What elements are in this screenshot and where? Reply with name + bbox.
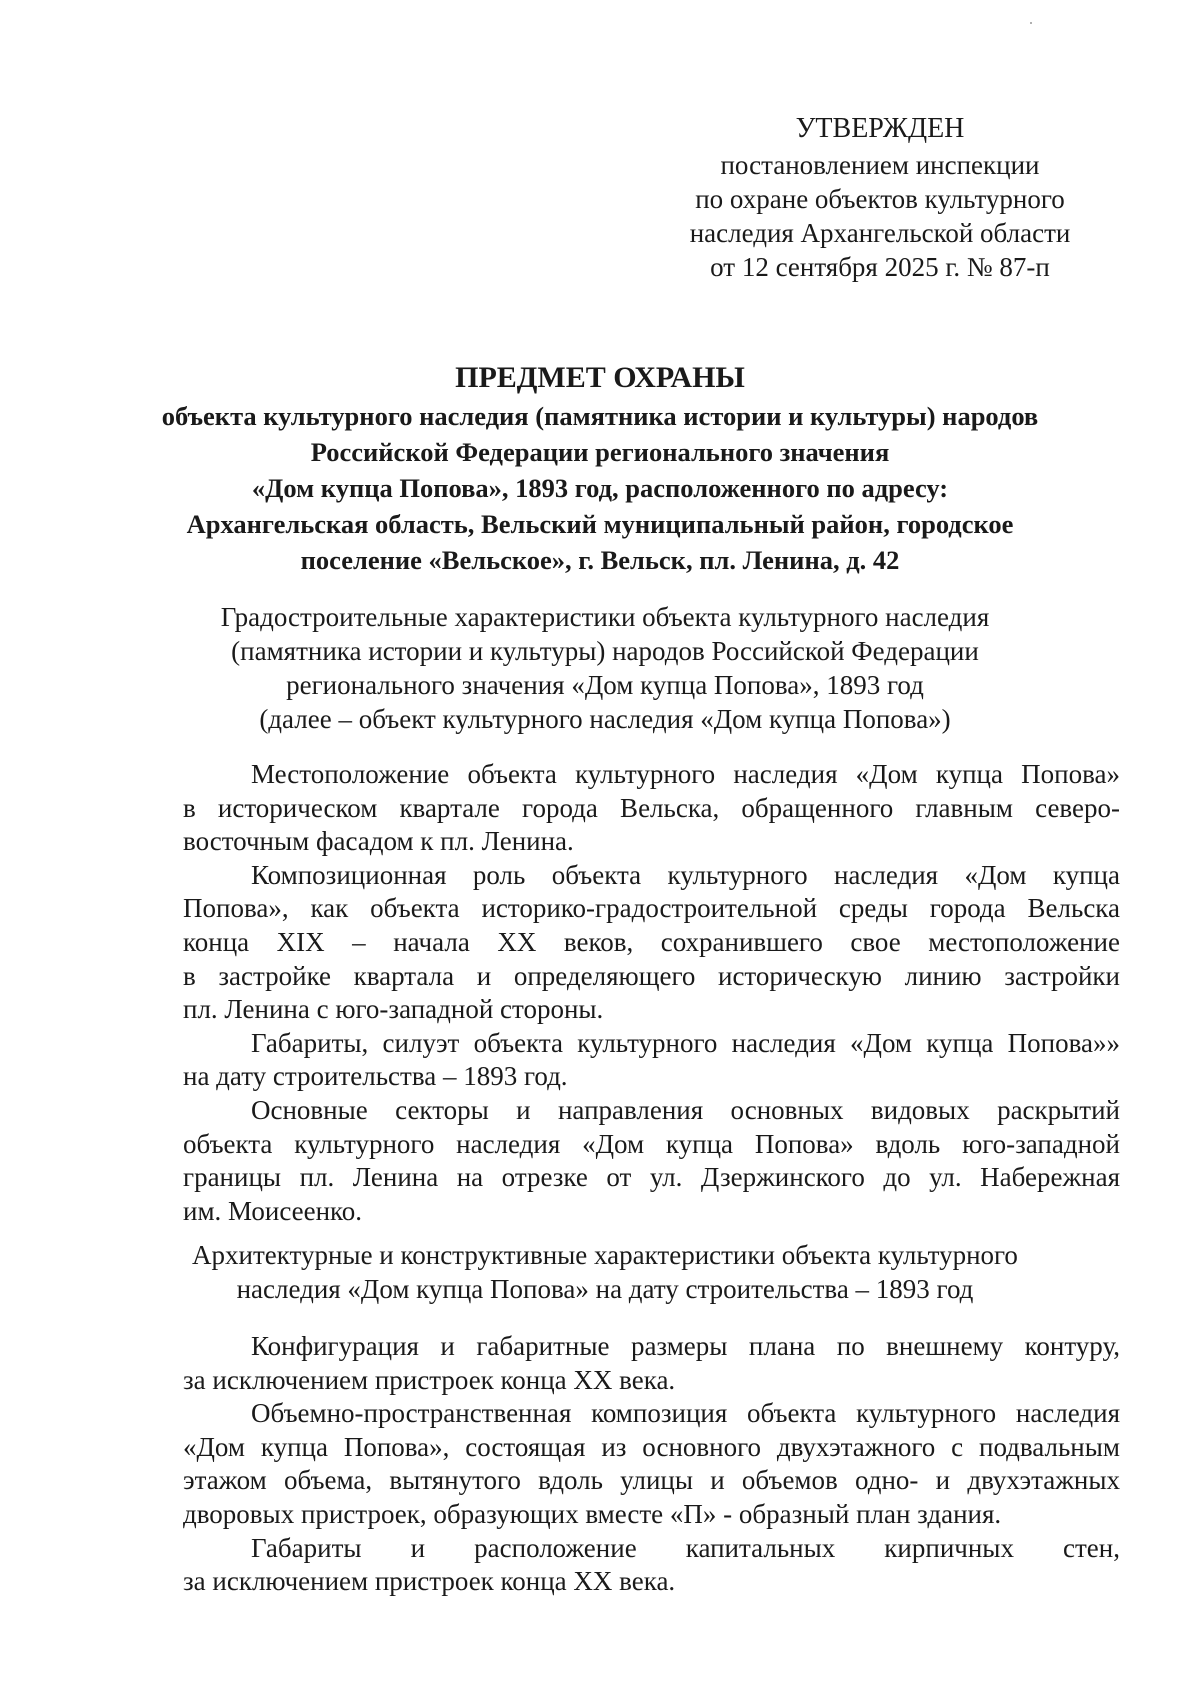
- paragraph-line: на дату строительства – 1893 год.: [183, 1061, 568, 1092]
- approval-line: наследия Архангельской области: [689, 218, 1071, 248]
- paragraph-line: дворовых пристроек, образующих вместе «П» - образный план здания.: [183, 1498, 1002, 1529]
- approval-block: [650, 112, 1110, 284]
- approval-line: от 12 сентября 2025 г. № 87-п: [710, 252, 1050, 282]
- document-heading: [150, 358, 1050, 578]
- paragraph-line: Местоположение объекта культурного наследия «Дом купца Попова»: [251, 759, 1120, 789]
- section-header-line: (памятника истории и культуры) народов Российской Федерации: [231, 636, 979, 666]
- heading-line: поселение «Вельское», г. Вельск, пл. Ленина, д. 42: [300, 545, 900, 575]
- paragraph: [183, 1397, 1120, 1531]
- paragraph-line: объекта культурного наследия «Дом купца Попова» вдоль юго-западной: [183, 1128, 1120, 1159]
- heading-line: объекта культурного наследия (памятника истории и культуры) народов: [161, 401, 1039, 431]
- paragraph-line: границы пл. Ленина на отрезке от ул. Дзержинского до ул. Набережная: [183, 1162, 1120, 1193]
- section-header-line: (далее – объект культурного наследия «Дом купца Попова»): [259, 704, 951, 734]
- paragraph: [183, 1094, 1120, 1228]
- paragraph-line: им. Моисеенко.: [183, 1195, 363, 1226]
- document-title: ПРЕДМЕТ ОХРАНЫ: [455, 361, 745, 394]
- paragraph-line: Габариты и расположение капитальных кирпичных стен,: [251, 1532, 1120, 1563]
- paragraph-line: Попова», как объекта историко-градостроительной среды города Вельска: [183, 893, 1120, 924]
- section-header-urban: [150, 600, 1060, 736]
- paragraph-line: пл. Ленина с юго-западной стороны.: [183, 994, 604, 1025]
- paragraph-line: восточным фасадом к пл. Ленина.: [183, 826, 574, 857]
- section-header-line: регионального значения «Дом купца Попова», 1893 год: [286, 670, 924, 700]
- paragraph: [183, 859, 1120, 1027]
- paragraph-line: Конфигурация и габаритные размеры плана по внешнему контуру,: [251, 1331, 1120, 1361]
- paragraph-line: за исключением пристроек конца XX века.: [183, 1364, 676, 1395]
- section-body-architecture: [183, 1330, 1120, 1599]
- paragraph: [183, 1532, 1120, 1599]
- paragraph-line: Основные секторы и направления основных видовых раскрытий: [251, 1094, 1120, 1125]
- paragraph-line: конца XIX – начала XX веков, сохранившего свое местоположение: [183, 926, 1120, 957]
- approval-title: УТВЕРЖДЕН: [795, 113, 965, 144]
- section-body-urban: [183, 758, 1120, 1228]
- scan-mark: [1030, 22, 1032, 24]
- section-header-architecture: [150, 1238, 1060, 1306]
- paragraph: [183, 1027, 1120, 1094]
- paragraph-line: Габариты, силуэт объекта культурного наследия «Дом купца Попова»»: [251, 1027, 1120, 1058]
- section-header-line: Архитектурные и конструктивные характеристики объекта культурного: [192, 1240, 1018, 1270]
- paragraph-line: Объемно-пространственная композиция объекта культурного наследия: [251, 1398, 1120, 1429]
- heading-line: «Дом купца Попова», 1893 год, расположенного по адресу:: [251, 473, 949, 503]
- heading-line: Архангельская область, Вельский муниципальный район, городское: [186, 509, 1014, 539]
- section-header-line: наследия «Дом купца Попова» на дату строительства – 1893 год: [236, 1274, 974, 1304]
- paragraph: [183, 1330, 1120, 1397]
- heading-line: Российской Федерации регионального значения: [310, 437, 890, 467]
- paragraph-line: в застройке квартала и определяющего историческую линию застройки: [183, 960, 1120, 991]
- paragraph: [183, 758, 1120, 859]
- paragraph-line: «Дом купца Попова», состоящая из основного двухэтажного с подвальным: [183, 1431, 1120, 1462]
- approval-line: постановлением инспекции: [720, 150, 1040, 180]
- approval-line: по охране объектов культурного: [695, 184, 1065, 214]
- paragraph-line: за исключением пристроек конца XX века.: [183, 1566, 676, 1597]
- paragraph-line: этажом объема, вытянутого вдоль улицы и объемов одно- и двухэтажных: [183, 1465, 1120, 1496]
- paragraph-line: Композиционная роль объекта культурного наследия «Дом купца: [251, 859, 1120, 890]
- paragraph-line: в историческом квартале города Вельска, обращенного главным северо-: [183, 792, 1120, 823]
- section-header-line: Градостроительные характеристики объекта культурного наследия: [220, 602, 990, 632]
